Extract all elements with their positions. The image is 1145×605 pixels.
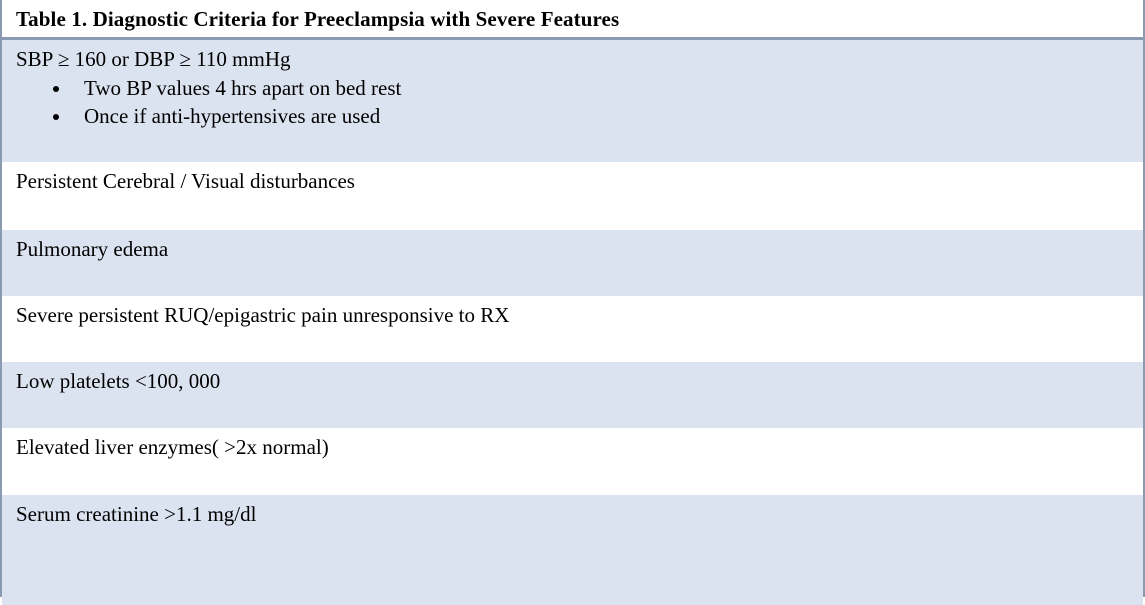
table-row [2,428,1143,495]
table-row [2,495,1143,561]
list-item: • Once if anti-hypertensives are used [72,103,1143,130]
table-row [2,296,1143,362]
table-row [2,40,1143,162]
table-footer-fill [2,561,1143,605]
list-item: • Two BP values 4 hrs apart on bed rest [72,75,1143,102]
row-text: Elevated liver enzymes( >2x normal) [16,435,329,460]
row-bullet-list [16,75,1143,131]
row-text: Pulmonary edema [16,237,169,262]
row-text: Low platelets <100, 000 [16,369,221,394]
row-text: Persistent Cerebral / Visual disturbances [16,169,355,194]
row-text: SBP ≥ 160 or DBP ≥ 110 mmHg [16,47,291,72]
row-text: Severe persistent RUQ/epigastric pain unresponsive to RX [16,303,510,328]
criteria-list [2,40,1143,605]
table-row [2,362,1143,428]
table-row [2,230,1143,296]
table-title: Table 1. Diagnostic Criteria for Preeclampsia with Severe Features [16,7,620,31]
row-text: Serum creatinine >1.1 mg/dl [16,502,257,527]
table-row [2,162,1143,230]
